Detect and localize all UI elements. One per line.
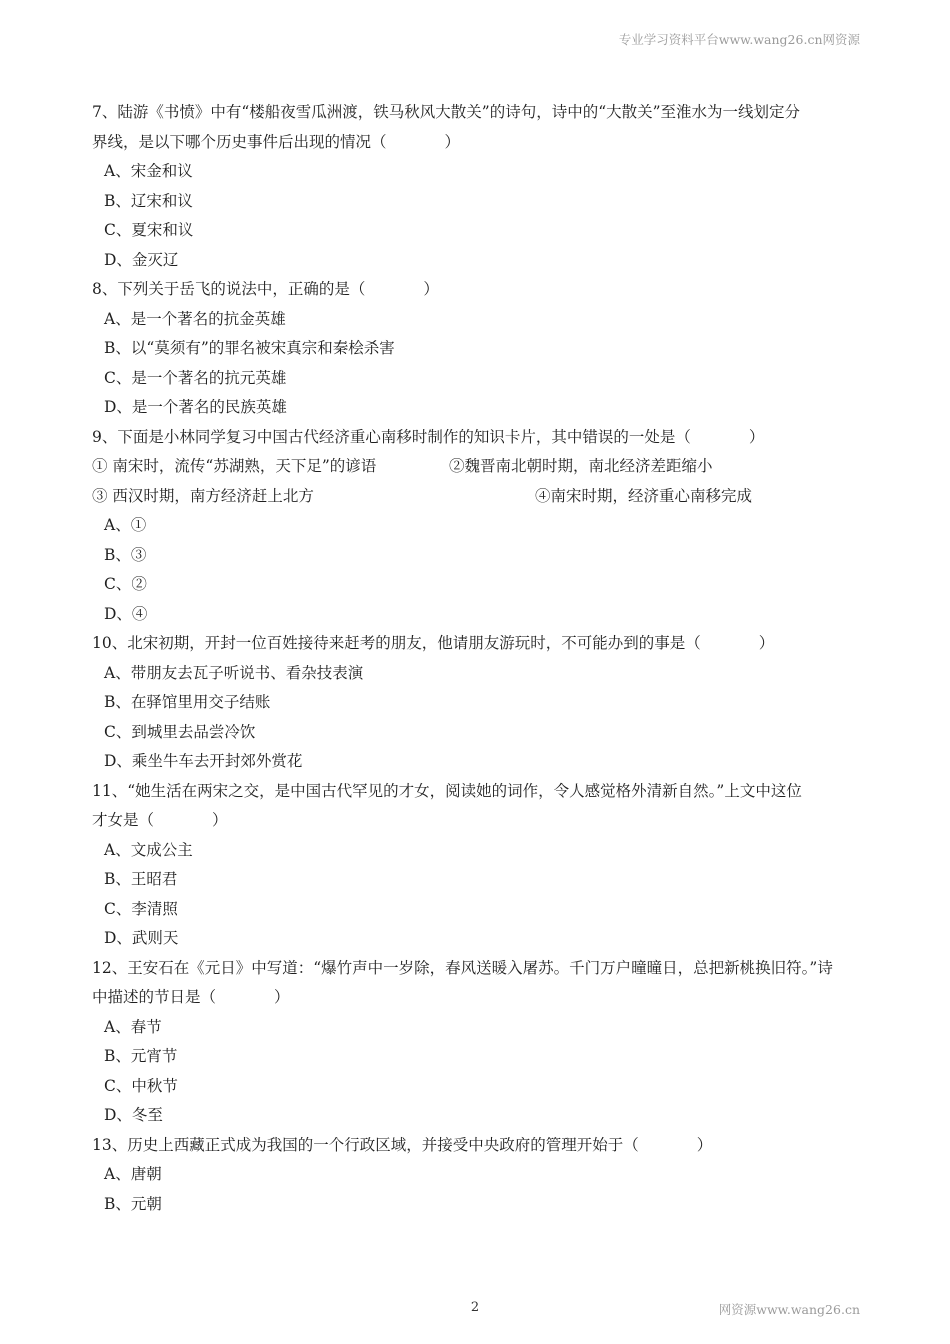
question-9-stem bbox=[92, 423, 862, 453]
question-10-stem-text: 10、北宋初期，开封一位百姓接待来赶考的朋友，他请朋友游玩时，不可能办到的事是（ bbox=[92, 634, 701, 652]
close-paren: ） bbox=[758, 634, 775, 652]
question-8-stem bbox=[92, 275, 862, 305]
question-7-stem-line-1: 7、陆游《书愤》中有“楼船夜雪瓜洲渡，铁马秋风大散关”的诗句，诗中的“大散关”至淮水为一线划定分 bbox=[92, 103, 801, 121]
question-13-option-a: A、唐朝 bbox=[104, 1165, 162, 1183]
question-12-stem-line-1: 12、王安石在《元日》中写道：“爆竹声中一岁除，春风送暖入屠苏。千门万户曈曈日，总把新桃换旧符。”诗 bbox=[92, 958, 833, 977]
question-12-option-b: B、元宵节 bbox=[104, 1047, 178, 1065]
close-paren: ） bbox=[274, 988, 290, 1006]
question-8-stem-text: 8、下列关于岳飞的说法中，正确的是（ bbox=[92, 280, 366, 298]
close-paren: ） bbox=[444, 132, 461, 151]
question-10-option-a: A、带朋友去瓦子听说书、看杂技表演 bbox=[104, 663, 364, 682]
question-10-option-d: D、乘坐牛车去开封郊外赏花 bbox=[104, 752, 303, 770]
question-11-option-c: C、李清照 bbox=[104, 899, 178, 918]
question-12-stem-text: 中描述的节日是（ bbox=[92, 988, 217, 1006]
question-10-stem bbox=[92, 629, 862, 659]
header-watermark: 专业学习资料平台www.wang26.cn网资源 bbox=[618, 32, 860, 47]
statement-4: ④南宋时期，经济重心南移完成 bbox=[535, 486, 753, 505]
question-7-option-a: A、宋金和议 bbox=[104, 162, 193, 180]
statement-1: ① 南宋时，流传“苏湖熟，天下足”的谚语 bbox=[92, 457, 377, 475]
footer-watermark: 网资源www.wang26.cn bbox=[718, 1302, 860, 1317]
question-9-option-d: D、④ bbox=[104, 604, 148, 623]
question-list bbox=[92, 98, 862, 1219]
question-9-stem-text: 9、下面是小林同学复习中国古代经济重心南移时制作的知识卡片，其中错误的一处是（ bbox=[92, 427, 691, 446]
question-9-option-c: C、② bbox=[104, 575, 147, 593]
question-7-stem-text: 界线，是以下哪个历史事件后出现的情况（ bbox=[92, 132, 387, 151]
close-paren: ） bbox=[212, 811, 228, 829]
question-11-stem-text: 才女是（ bbox=[92, 811, 155, 829]
question-12-option-d: D、冬至 bbox=[104, 1106, 163, 1124]
question-11-stem-line-2 bbox=[92, 806, 862, 836]
question-13-option-b: B、元朝 bbox=[104, 1194, 162, 1213]
question-10-option-c: C、到城里去品尝冷饮 bbox=[104, 722, 256, 741]
question-7-option-d: D、金灭辽 bbox=[104, 250, 179, 269]
statement-3: ③ 西汉时期，南方经济赶上北方 bbox=[92, 486, 314, 505]
question-12-stem-line-2 bbox=[92, 983, 862, 1013]
question-7-stem-line-2 bbox=[92, 128, 862, 158]
statement-2: ②魏晋南北朝时期，南北经济差距缩小 bbox=[449, 457, 713, 475]
page-number: 2 bbox=[470, 1300, 480, 1315]
question-11-stem-line-1: 11、“她生活在两宋之交，是中国古代罕见的才女，阅读她的词作，令人感觉格外清新自然。”上文中这位 bbox=[92, 781, 802, 800]
question-9-statement-row-1 bbox=[92, 452, 862, 482]
question-8-option-b: B、以“莫须有”的罪名被宋真宗和秦桧杀害 bbox=[104, 339, 395, 357]
question-13-stem-text: 13、历史上西藏正式成为我国的一个行政区域，并接受中央政府的管理开始于（ bbox=[92, 1135, 639, 1154]
question-9-option-b: B、③ bbox=[104, 545, 147, 564]
question-9-statement-row-2 bbox=[92, 482, 862, 512]
close-paren: ） bbox=[696, 1135, 713, 1154]
question-7-option-b: B、辽宋和议 bbox=[104, 191, 193, 210]
question-8-option-d: D、是一个著名的民族英雄 bbox=[104, 398, 287, 416]
question-7-option-c: C、夏宋和议 bbox=[104, 221, 194, 239]
question-11-option-b: B、王昭君 bbox=[104, 870, 178, 888]
question-12-option-c: C、中秋节 bbox=[104, 1076, 178, 1095]
question-13-stem bbox=[92, 1131, 862, 1161]
question-9-option-a: A、① bbox=[104, 516, 147, 534]
close-paren: ） bbox=[423, 280, 439, 298]
question-10-option-b: B、在驿馆里用交子结账 bbox=[104, 693, 271, 711]
question-12-option-a: A、春节 bbox=[104, 1017, 162, 1036]
close-paren: ） bbox=[748, 427, 765, 446]
question-8-option-a: A、是一个著名的抗金英雄 bbox=[104, 309, 286, 328]
question-8-option-c: C、是一个著名的抗元英雄 bbox=[104, 368, 287, 387]
question-11-option-a: A、文成公主 bbox=[104, 840, 193, 859]
question-11-option-d: D、武则天 bbox=[104, 929, 179, 947]
